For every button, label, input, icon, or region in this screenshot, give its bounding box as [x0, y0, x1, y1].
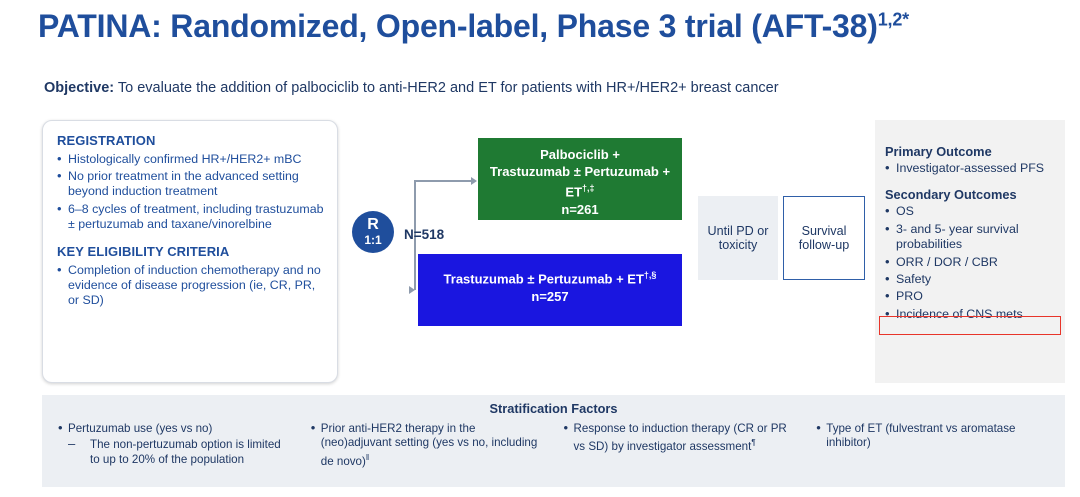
registration-card	[42, 120, 338, 383]
secondary-outcome-heading: Secondary Outcomes	[885, 187, 1017, 203]
arm-line-2	[478, 163, 682, 200]
list-item-text: Prior anti-HER2 therapy in the (neo)adjuvant setting (yes vs no, including de novo)	[320, 422, 538, 468]
primary-outcome-heading: Primary Outcome	[885, 144, 992, 159]
stratification-title: Stratification Factors	[489, 401, 618, 416]
arm-n: n=257	[531, 289, 569, 305]
list-item	[311, 422, 544, 469]
arm-n: n=261	[561, 202, 599, 218]
list-item: • Completion of induction chemotherapy and no evidence of disease progression (ie, CR, PR, or SD)	[57, 263, 325, 309]
objective-text: To evaluate the addition of palbociclib to anti-HER2 and ET for patients with HR+/HER2+ breast cancer	[114, 80, 779, 96]
list-item-superscript: ¶	[751, 438, 756, 448]
connector-to-arm1	[414, 180, 472, 182]
total-enrollment: N=518	[404, 227, 445, 242]
list-item: • OS	[885, 204, 1057, 219]
page-title-superscript: 1,2*	[877, 9, 909, 30]
list-item-superscript: ‖	[365, 452, 370, 462]
objective-line	[44, 80, 779, 96]
treatment-arm-palbociclib	[478, 138, 682, 220]
page-title	[38, 8, 909, 45]
stratification-column	[48, 422, 301, 471]
list-item: • Type of ET (fulvestrant vs aromatase inhibitor)	[816, 422, 1049, 451]
randomization-badge	[352, 211, 394, 253]
eligibility-heading: KEY ELIGIBILITY CRITERIA	[57, 244, 230, 260]
list-item: • 6–8 cycles of treatment, including trastuzumab ± pertuzumab and taxane/vinorelbine	[57, 202, 325, 232]
randomization-ratio: 1:1	[364, 232, 382, 247]
stratification-column	[806, 422, 1059, 471]
arm-line-1: Palbociclib +	[540, 147, 620, 162]
primary-outcome-list	[885, 161, 1057, 176]
until-progression-box: Until PD or toxicity	[698, 196, 778, 280]
list-item-text: Response to induction therapy (CR or PR vs SD) by investigator assessment	[573, 422, 787, 454]
stratification-band	[42, 395, 1065, 487]
list-item: • 3- and 5- year survival probabilities	[885, 222, 1057, 253]
list-item: • PRO	[885, 289, 1057, 304]
list-item: • ORR / DOR / CBR	[885, 255, 1057, 270]
arm-line-2-superscript: †,§	[643, 270, 657, 280]
pro-highlight-box	[879, 316, 1061, 335]
eligibility-list	[57, 263, 325, 309]
randomization-letter: R	[367, 216, 379, 233]
list-item-sub: – The non-pertuzumab option is limited to up to 20% of the population	[68, 438, 291, 467]
survival-followup-box: Survival follow-up	[783, 196, 865, 280]
stratification-column	[554, 422, 807, 471]
list-item: • Histologically confirmed HR+/HER2+ mBC	[57, 152, 325, 167]
arm-line-2	[418, 267, 682, 287]
page-title-text: PATINA: Randomized, Open-label, Phase 3 trial (AFT-38)	[38, 8, 878, 44]
objective-label: Objective:	[44, 80, 115, 96]
arm-line-2-superscript: †,‡	[582, 183, 595, 193]
stratification-column	[301, 422, 554, 471]
list-item: • Incidence of CNS mets	[885, 307, 1057, 322]
arm-line-2-text: Trastuzumab ± Pertuzumab + ET	[489, 164, 671, 200]
arrow-icon	[471, 177, 477, 185]
stratification-columns	[42, 416, 1065, 471]
arm-line-2-text: Trastuzumab ± Pertuzumab + ET	[443, 271, 644, 287]
list-item: • Investigator-assessed PFS	[885, 161, 1057, 176]
outcomes-panel	[875, 120, 1065, 383]
list-item	[564, 422, 797, 455]
registration-list	[57, 152, 325, 232]
list-item: • Safety	[885, 272, 1057, 287]
registration-heading: REGISTRATION	[57, 133, 156, 148]
arrow-icon	[409, 286, 415, 294]
treatment-arm-control	[418, 254, 682, 326]
secondary-outcome-list	[885, 204, 1057, 322]
list-item: • Pertuzumab use (yes vs no)	[58, 422, 291, 436]
list-item: • No prior treatment in the advanced setting beyond induction treatment	[57, 169, 325, 199]
